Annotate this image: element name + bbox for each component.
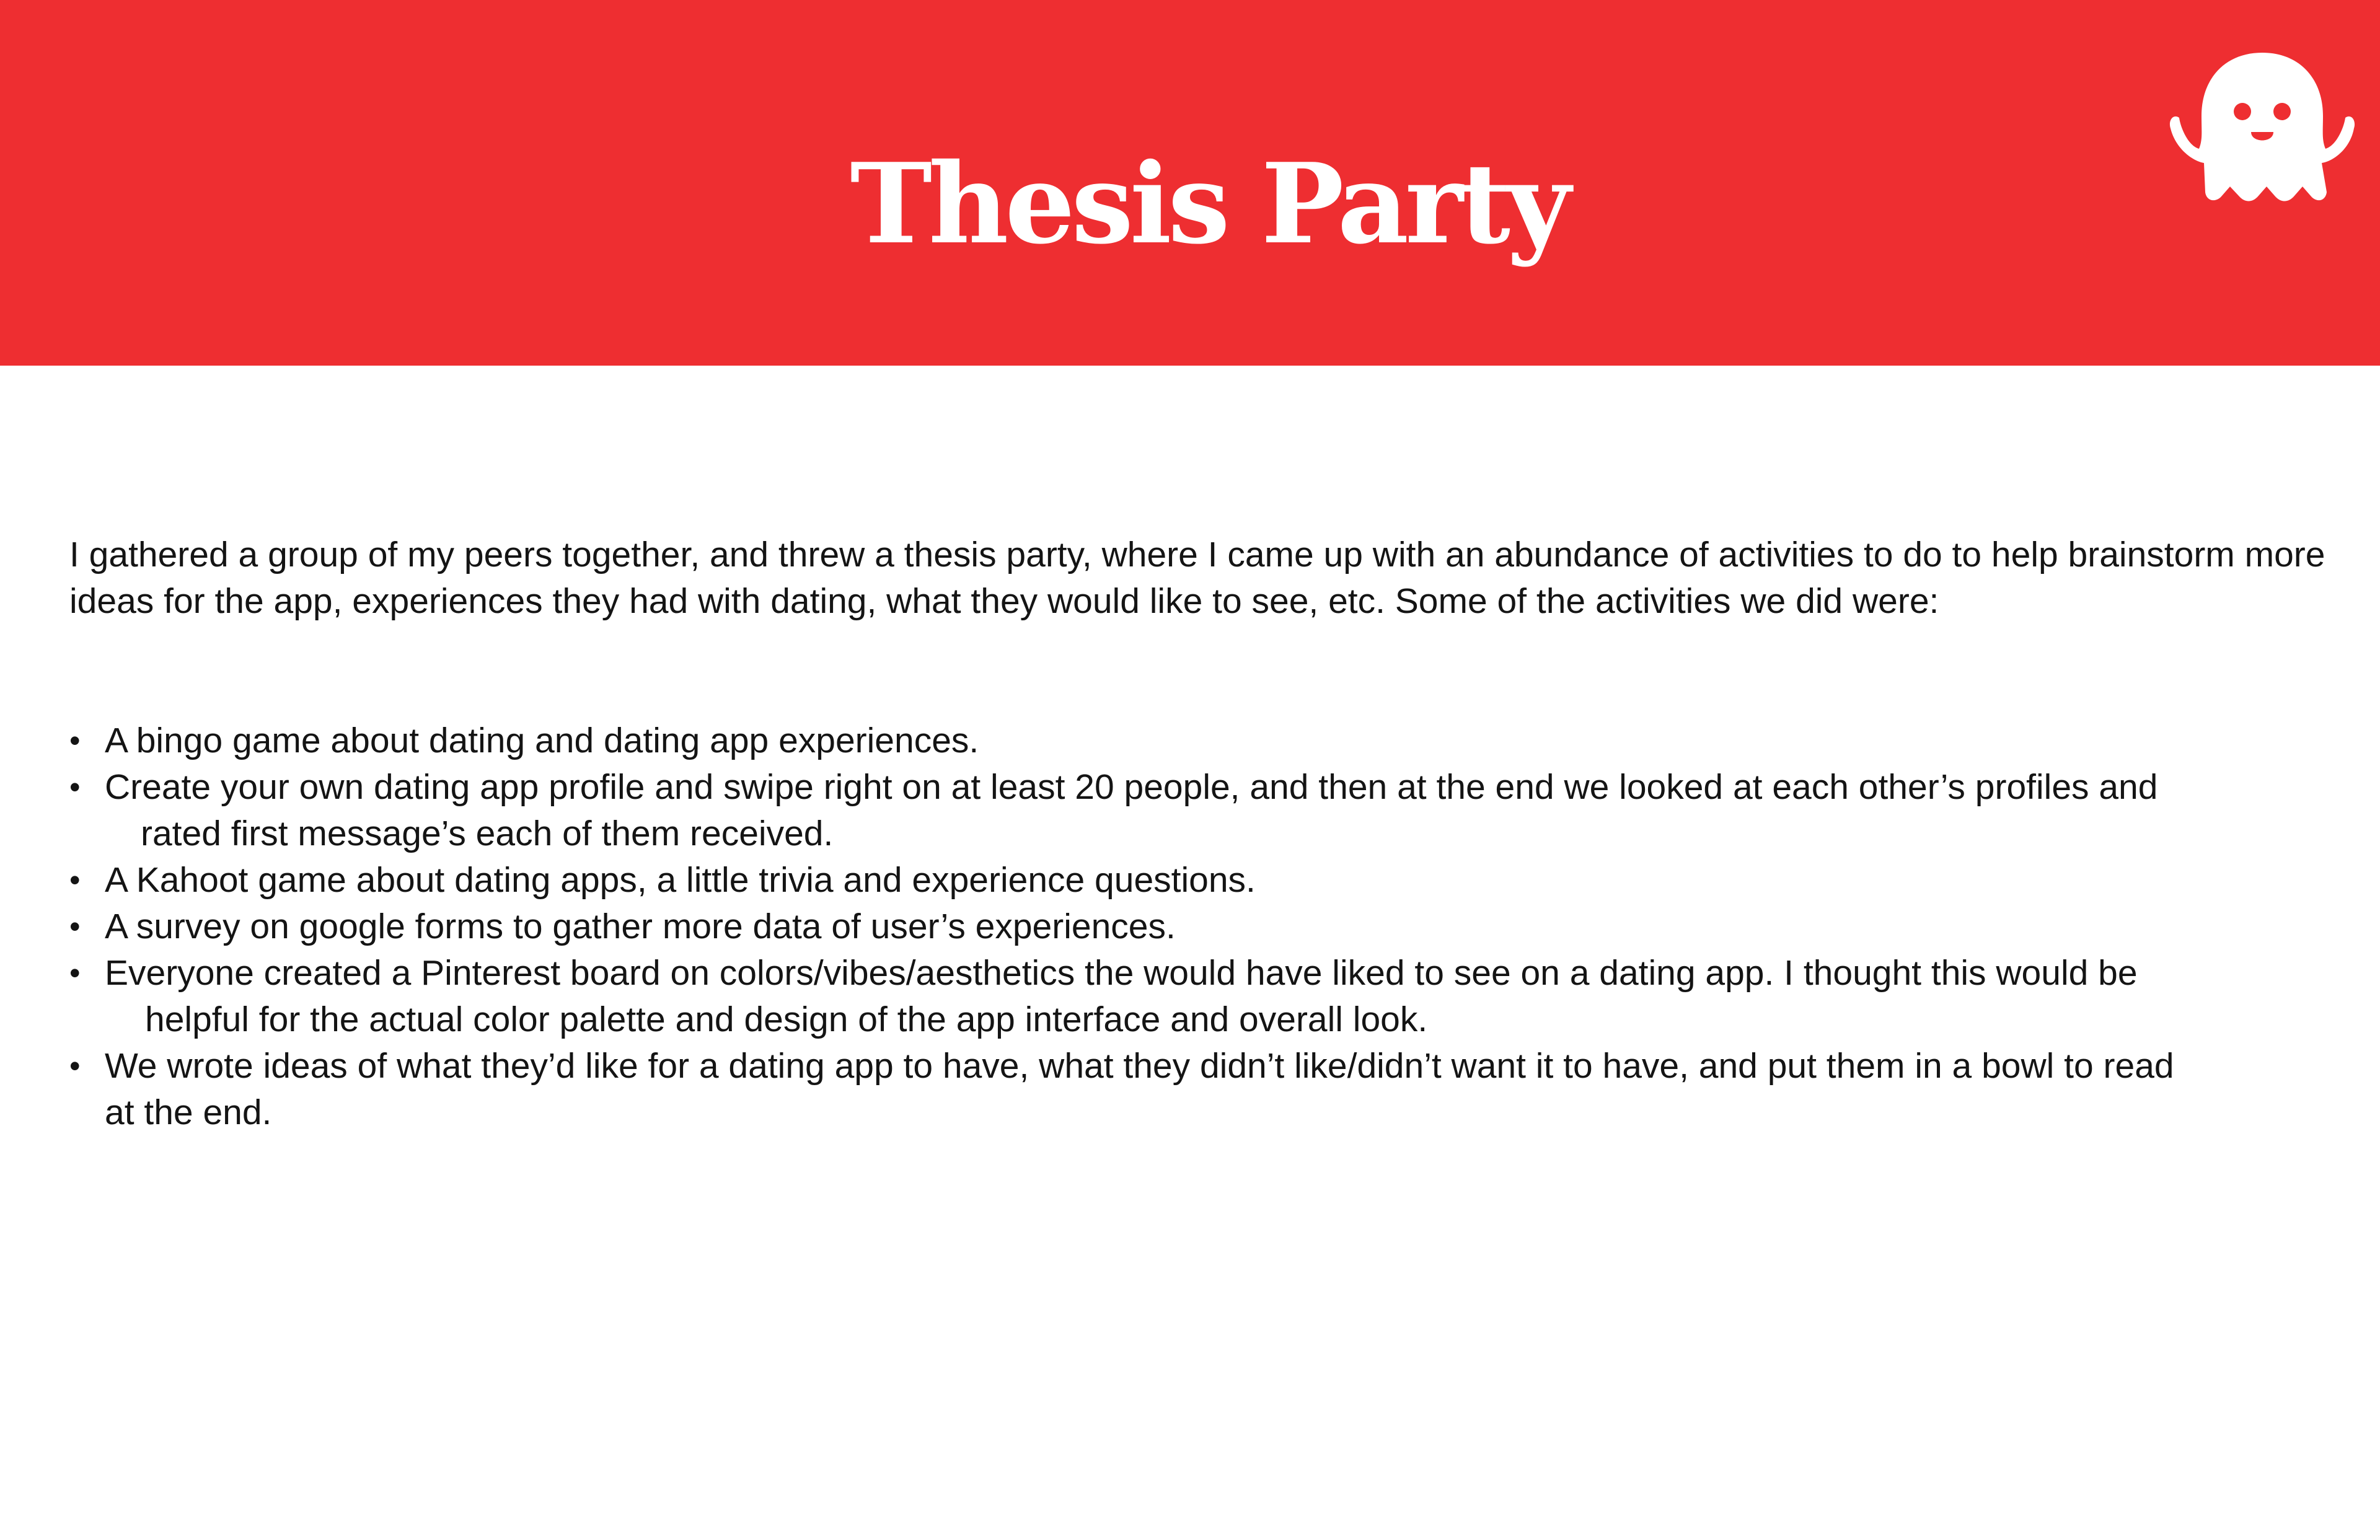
page-title: Thesis Party bbox=[850, 139, 1567, 268]
bullet-icon: • bbox=[69, 723, 81, 758]
content-body bbox=[69, 532, 2350, 1136]
list-item-text: Create your own dating app profile and swipe right on at least 20 people, and then at the end we looked at each other’s profiles and bbox=[105, 767, 2158, 807]
list-item bbox=[69, 764, 2350, 857]
bullet-icon: • bbox=[69, 956, 81, 990]
list-item-text: Everyone created a Pinterest board on colors/vibes/aesthetics the would have liked to see on a dating app. I thought this would be bbox=[105, 953, 2138, 993]
intro-paragraph: I gathered a group of my peers together, and threw a thesis party, where I came up with an abundance of activities to do to help brainstorm more ideas for the app, experiences they had with dating, what they would like to see, etc. Some of the activities we did were: bbox=[69, 535, 2325, 621]
list-item-text: We wrote ideas of what they’d like for a dating app to have, what they didn’t like/didn’t want it to have, and put them in a bowl to read bbox=[105, 1046, 2174, 1086]
header-banner bbox=[0, 0, 2380, 366]
list-item bbox=[69, 857, 2350, 904]
list-item bbox=[69, 904, 2350, 950]
list-item-text: A bingo game about dating and dating app experiences. bbox=[105, 721, 979, 760]
list-item-continuation: at the end. bbox=[105, 1093, 272, 1132]
bullet-icon: • bbox=[69, 909, 81, 944]
list-item-text: A Kahoot game about dating apps, a little trivia and experience questions. bbox=[105, 860, 1256, 900]
list-item bbox=[69, 950, 2350, 1043]
list-item-text: A survey on google forms to gather more data of user’s experiences. bbox=[105, 907, 1176, 946]
bullet-icon: • bbox=[69, 863, 81, 897]
bullet-icon: • bbox=[69, 1049, 81, 1083]
ghost-icon bbox=[2169, 34, 2355, 208]
list-item-continuation: rated first message’s each of them received. bbox=[141, 814, 834, 853]
list-item-continuation: helpful for the actual color palette and design of the app interface and overall look. bbox=[145, 1000, 1428, 1039]
activity-list bbox=[69, 718, 2350, 1136]
list-item bbox=[69, 1043, 2350, 1136]
bullet-icon: • bbox=[69, 770, 81, 804]
list-item bbox=[69, 718, 2350, 764]
